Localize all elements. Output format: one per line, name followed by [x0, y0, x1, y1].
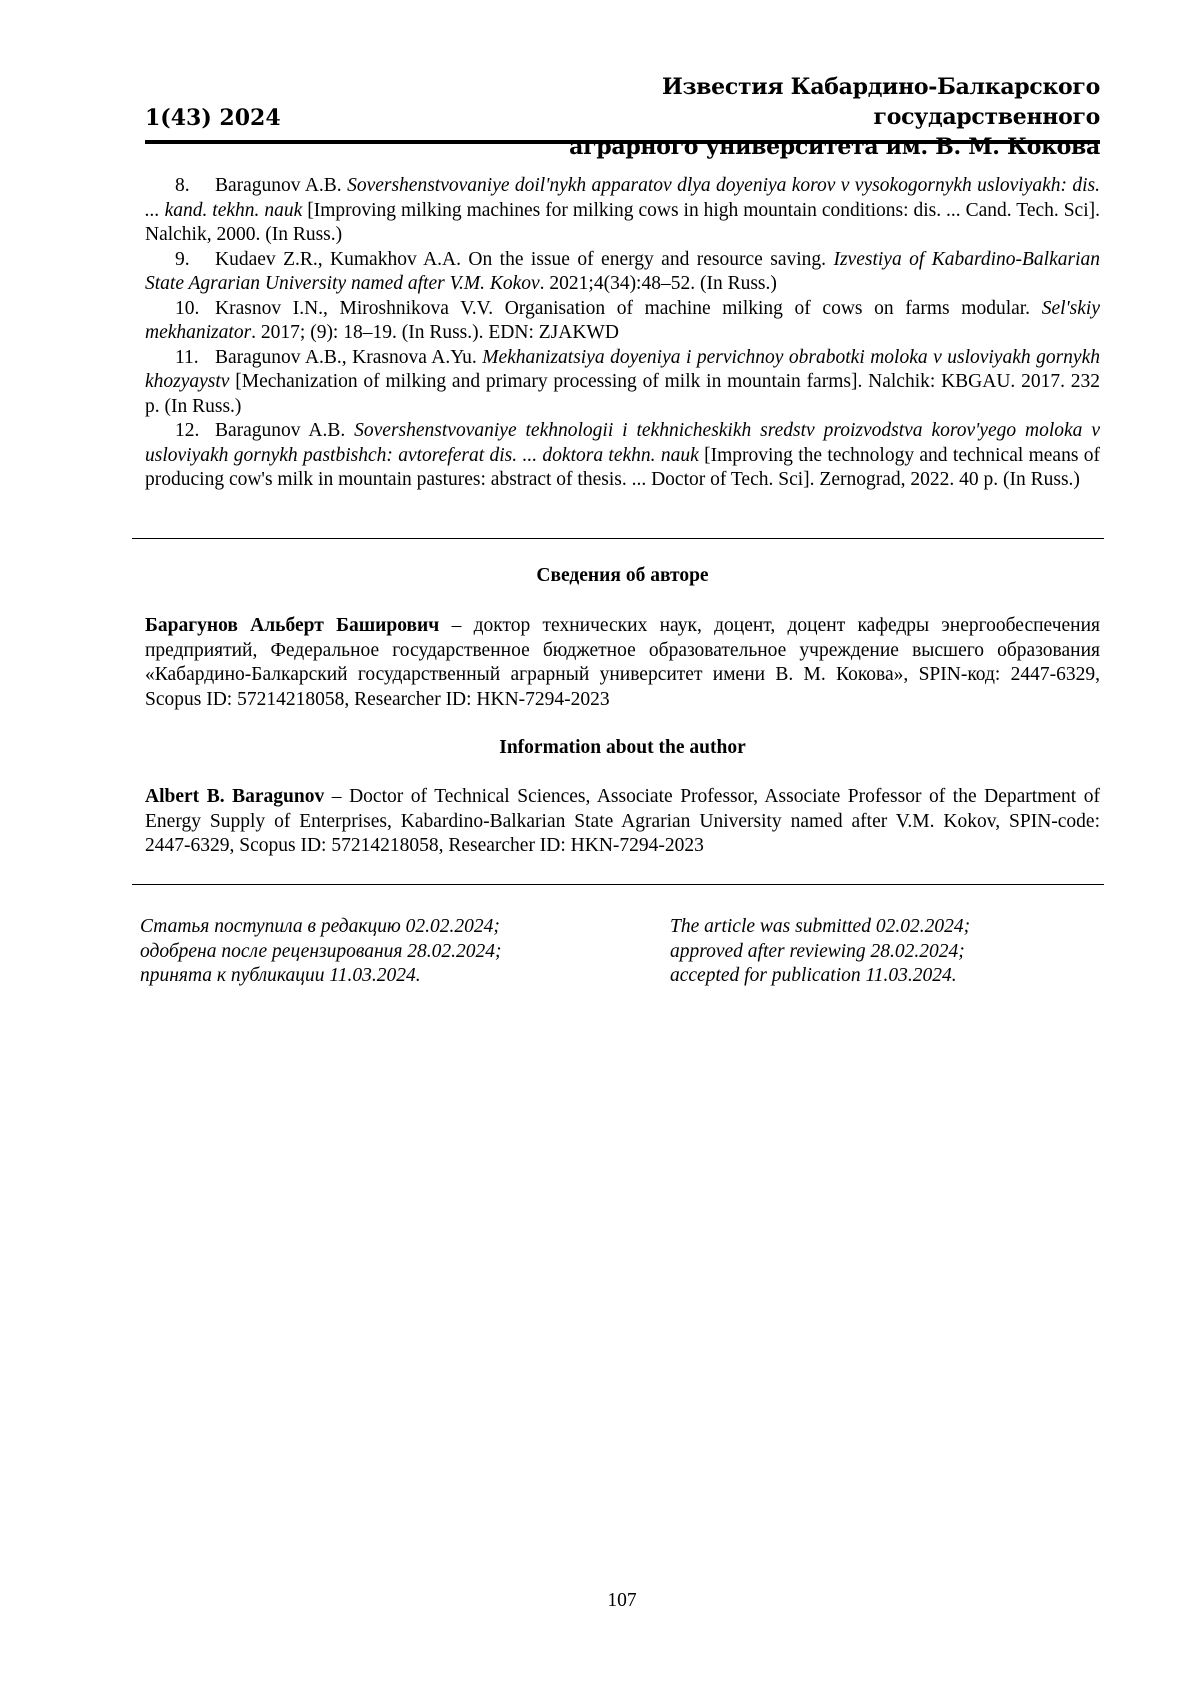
date-accepted-ru: принята к публикации 11.03.2024.: [140, 964, 502, 989]
author-description-en: – Doctor of Technical Sciences, Associate Professor, Associate Professor of the Department of Energy Supply of Enterprises, Kabardino-Balkarian State Agrarian University named after V.M. Kokov, SPIN-code: 2447-6329, Scopus ID: 57214218058, Researcher ID: HKN-7294-2023: [145, 786, 1100, 856]
reference-number: 12.: [175, 419, 215, 444]
section-divider: [132, 884, 1104, 885]
reference-authors: Krasnov I.N., Miroshnikova V.V. Organisation of machine milking of cows on farms modular.: [215, 298, 1042, 319]
submission-dates-en: [670, 915, 970, 989]
author-description-ru: – доктор технических наук, доцент, доцент кафедры энергообеспечения предприятий, Федеральное государственное бюджетное образовательное учреждение высшего образования «Кабардино-Балкарский государственный аграрный университет имени В. М. Кокова», SPIN-код: 2447-6329, Scopus ID: 57214218058, Researcher ID: HKN-7294-2023: [145, 615, 1100, 710]
section-divider: [132, 538, 1104, 539]
reference-title: Mekhanizatsiya doyeniya i pervichnoy obrabotki moloka v usloviyakh gornykh khozyaystv: [145, 347, 1100, 393]
submission-dates-ru: [140, 915, 502, 989]
header-divider: [145, 140, 1100, 144]
page-number: 107: [0, 1589, 1200, 1613]
reference-authors: Baragunov A.B.: [215, 175, 347, 196]
reference-item: [145, 346, 1100, 420]
reference-details: . 2017; (9): 18–19. (In Russ.). EDN: ZJAKWD: [251, 322, 619, 343]
reference-title: Izvestiya of Kabardino-Balkarian State Agrarian University named after V.M. Kokov: [145, 249, 1100, 295]
reference-authors: Baragunov A.B.: [215, 420, 354, 441]
author-info-ru: [145, 614, 1100, 712]
reference-title: Sel'skiy mekhanizator: [145, 298, 1100, 344]
reference-number: 9.: [175, 248, 215, 273]
reference-authors: Kudaev Z.R., Kumakhov A.A. On the issue of energy and resource saving.: [215, 249, 833, 270]
reference-item: [145, 419, 1100, 493]
date-accepted-en: accepted for publication 11.03.2024.: [670, 964, 970, 989]
reference-item: [145, 174, 1100, 248]
journal-title-line1: Известия Кабардино-Балкарского государственного: [460, 72, 1100, 132]
document-page: [0, 0, 1200, 1697]
reference-details: [Improving milking machines for milking cows in high mountain conditions: dis. ... Cand. Tech. Sci]. Nalchik, 2000. (In Russ.): [145, 200, 1100, 246]
reference-details: . 2021;4(34):48–52. (In Russ.): [540, 273, 777, 294]
reference-item: [145, 297, 1100, 346]
reference-title: Sovershenstvovaniye doil'nykh apparatov dlya doyeniya korov v vysokogornykh usloviyakh: dis. ... kand. tekhn. nauk: [145, 175, 1100, 221]
reference-item: [145, 248, 1100, 297]
reference-details: [Mechanization of milking and primary processing of milk in mountain farms]. Nalchik: KBGAU. 2017. 232 p. (In Russ.): [145, 371, 1100, 417]
reference-title: Sovershenstvovaniye tekhnologii i tekhnicheskikh sredstv proizvodstva korov'yego moloka v usloviyakh gornykh pastbishch: avtoreferat dis. ... doktora tekhn. nauk: [145, 420, 1100, 466]
date-submitted-ru: Статья поступила в редакцию 02.02.2024;: [140, 915, 502, 940]
author-info-heading-ru: Сведения об авторе: [145, 564, 1100, 588]
reference-number: 11.: [175, 346, 215, 371]
date-approved-en: approved after reviewing 28.02.2024;: [670, 940, 970, 965]
author-info-heading-en: Information about the author: [145, 736, 1100, 760]
reference-authors: Baragunov A.B., Krasnova A.Yu.: [215, 347, 482, 368]
date-approved-ru: одобрена после рецензирования 28.02.2024;: [140, 940, 502, 965]
journal-title: [460, 72, 1100, 162]
author-name-en: Albert B. Baragunov: [145, 786, 324, 807]
author-info-en: [145, 785, 1100, 859]
date-submitted-en: The article was submitted 02.02.2024;: [670, 915, 970, 940]
reference-details: [Improving the technology and technical means of producing cow's milk in mountain pastures: abstract of thesis. ... Doctor of Tech. Sci]. Zernograd, 2022. 40 p. (In Russ.): [145, 445, 1100, 491]
issue-number: 1(43) 2024: [145, 103, 281, 133]
references-list: [145, 174, 1100, 493]
author-name-ru: Барагунов Альберт Баширович: [145, 615, 439, 636]
reference-number: 8.: [175, 174, 215, 199]
reference-number: 10.: [175, 297, 215, 322]
journal-title-line2: аграрного университета им. В. М. Кокова: [460, 132, 1100, 162]
